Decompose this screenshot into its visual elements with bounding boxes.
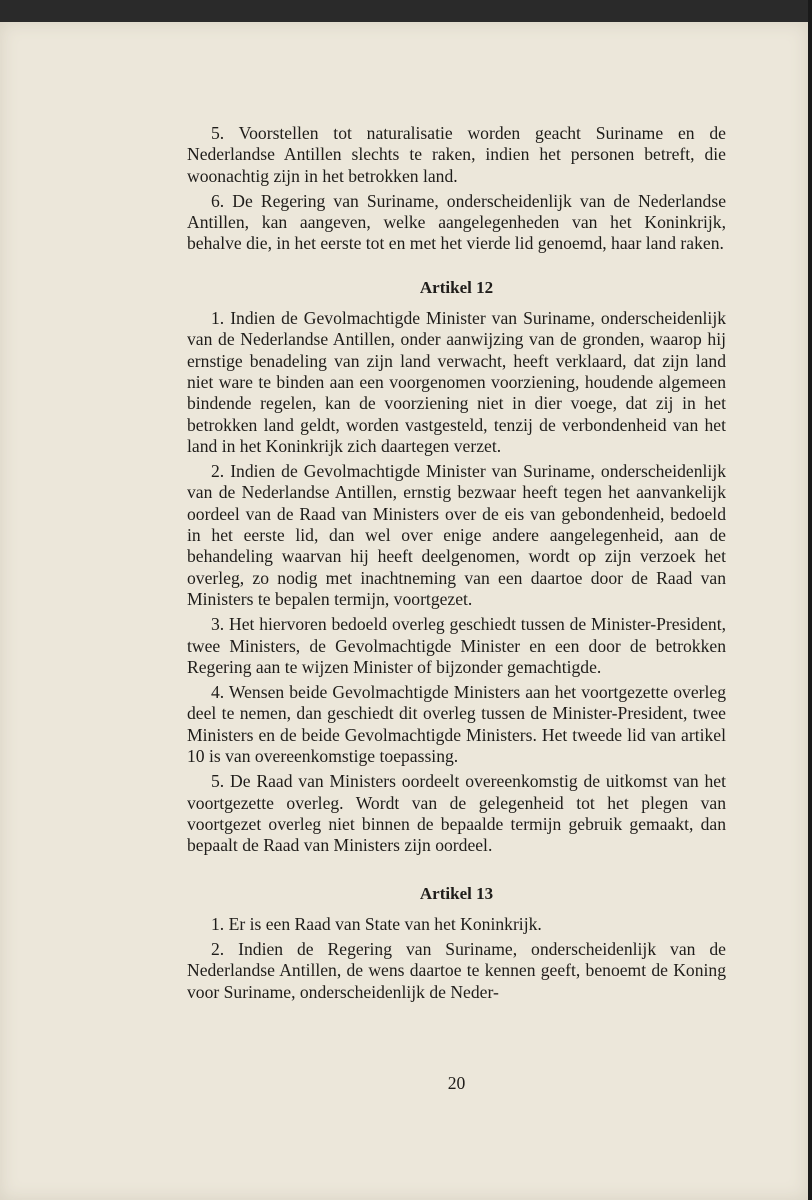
- paragraph: 2. Indien de Regering van Suriname, onderscheidenlijk van de Nederlandse Antillen, de wens daartoe te kennen geeft, benoemt de Koning voor Suriname, onderscheidenlijk de Neder-: [187, 939, 726, 1002]
- article-heading: Artikel 12: [419, 277, 494, 297]
- document-page: [0, 22, 808, 1200]
- paragraph: 5. Voorstellen tot naturalisatie worden geacht Suriname en de Nederlandse Antillen slechts te raken, indien het personen betreft, die woonachtig zijn in het betrokken land.: [187, 123, 726, 186]
- paragraph: 1. Er is een Raad van State van het Koninkrijk.: [211, 913, 542, 934]
- paragraph: 6. De Regering van Suriname, onderscheidenlijk van de Nederlandse Antillen, kan aangeven, welke aangelegenheden van het Koninkrijk, behalve die, in het eerste tot en met het vierde lid genoemd, haar land raken.: [187, 190, 726, 254]
- paragraph: 4. Wensen beide Gevolmachtigde Ministers aan het voortgezette overleg deel te nemen, dan geschiedt dit overleg tussen de Minister-President, twee Ministers en de beide Gevolmachtigde Ministers. Het tweede lid van artikel 10 is van overeenkomstige toepassing.: [187, 682, 726, 767]
- paragraph: 1. Indien de Gevolmachtigde Minister van Suriname, onderscheidenlijk van de Nederlandse Antillen, onder aanwijzing van de gronden, waarop hij ernstige benadeling van zijn land verwacht, heeft verklaard, dat zijn land niet ware te binden aan een voorgenomen voorziening, houdende algemeen bindende regelen, kan de voorziening niet in dier voege, dat zij in het betrokken land geldt, worden vastgesteld, tenzij de verbondenheid van het land in het Koninkrijk zich daartegen verzet.: [187, 308, 726, 456]
- article-heading: Artikel 13: [419, 883, 494, 903]
- page-number: 20: [447, 1073, 466, 1093]
- paragraph: 5. De Raad van Ministers oordeelt overeenkomstig de uitkomst van het voortgezette overleg. Wordt van de gelegenheid tot het plegen van voortgezet overleg niet binnen de bepaalde termijn gebruik gemaakt, dan bepaalt de Raad van Ministers zijn oordeel.: [187, 771, 726, 856]
- paragraph: 3. Het hiervoren bedoeld overleg geschiedt tussen de Minister-President, twee Ministers, de Gevolmachtigde Minister en een door de betrokken Regering aan te wijzen Minister of bijzonder gemachtigde.: [187, 614, 726, 677]
- scan-edge: [808, 0, 812, 1200]
- paragraph: 2. Indien de Gevolmachtigde Minister van Suriname, onderscheidenlijk van de Nederlandse Antillen, ernstig bezwaar heeft tegen het aanvankelijk oordeel van de Raad van Ministers over de eis van gebondenheid, bedoeld in het eerste lid, dan wel over enige andere aangelegenheid, aan de behandeling waarvan hij heeft deelgenomen, wordt op zijn verzoek het overleg, zo nodig met inachtneming van een daartoe door de Raad van Ministers te bepalen termijn, voortgezet.: [187, 461, 726, 609]
- page-body: [187, 123, 726, 1007]
